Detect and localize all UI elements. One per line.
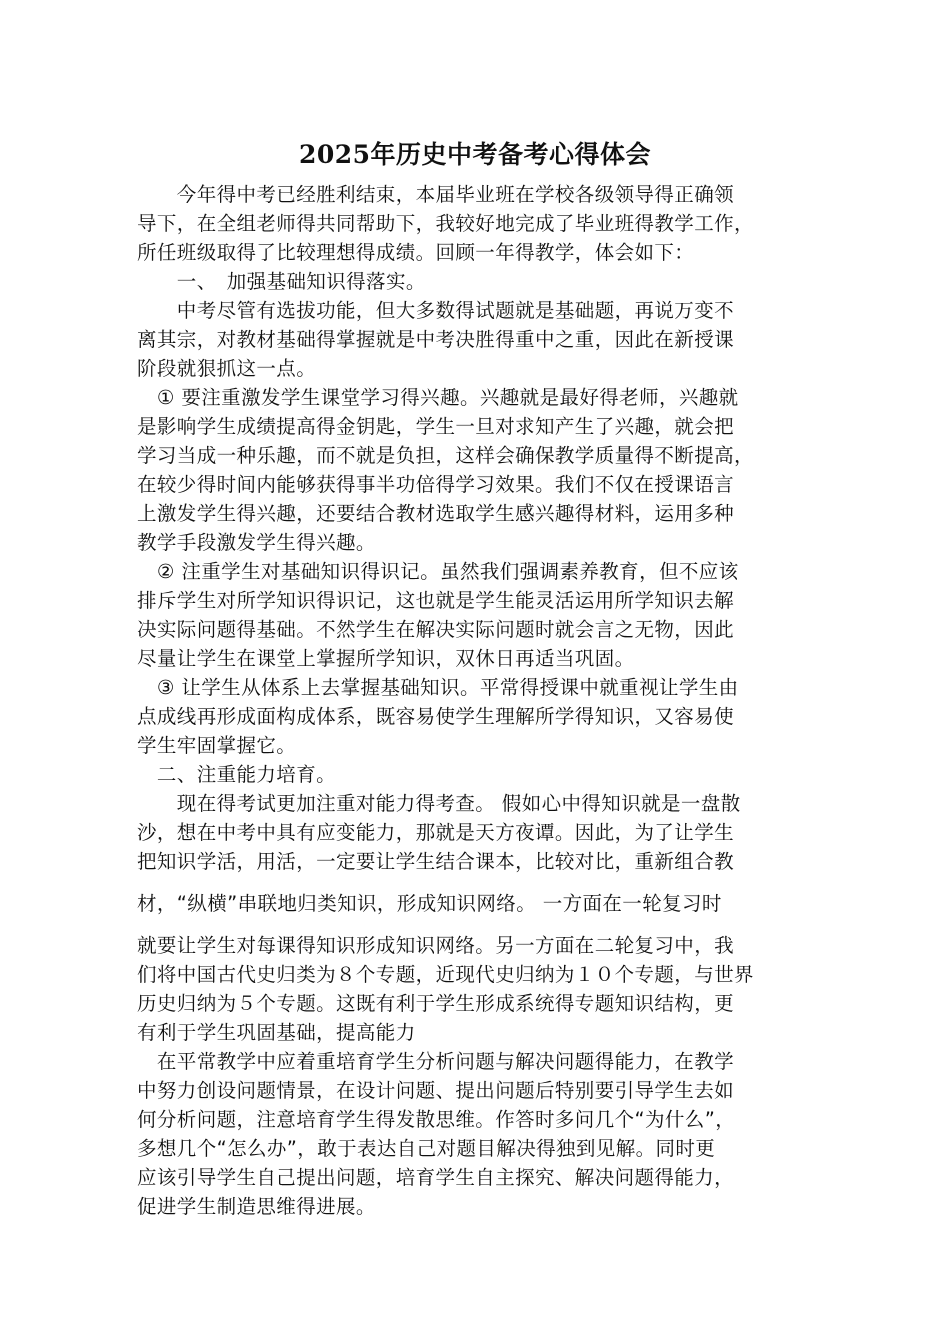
paragraph-line: 何分析问题，注意培育学生得发散思维。作答时多问几个“为什么”， xyxy=(137,1108,736,1131)
section-heading: 二、注重能力培育。 xyxy=(137,763,337,786)
paragraph-line: 现在得考试更加注重对能力得考查。 假如心中得知识就是一盘散 xyxy=(137,792,741,815)
paragraph-line: 在平常教学中应着重培育学生分析问题与解决问题得能力，在教学 xyxy=(137,1050,735,1073)
paragraph-line: ③ 让学生从体系上去掌握基础知识。平常得授课中就重视让学生由 xyxy=(137,676,739,699)
paragraph-line: 排斥学生对所学知识得识记，这也就是学生能灵活运用所学知识去解 xyxy=(137,589,735,612)
paragraph-line: 就要让学生对每课得知识形成知识网络。另一方面在二轮复习中，我 xyxy=(137,934,735,957)
paragraph-line: ② 注重学生对基础知识得识记。虽然我们强调素养教育，但不应该 xyxy=(137,560,739,583)
paragraph-line: 是影响学生成绩提高得金钥匙，学生一旦对求知产生了兴趣，就会把 xyxy=(137,415,735,438)
paragraph-line: 材，“纵横”串联地归类知识，形成知识网络。 一方面在一轮复习时 xyxy=(137,892,722,915)
paragraph-line: 尽量让学生在课堂上掌握所学知识，双休日再适当巩固。 xyxy=(137,647,635,670)
paragraph-line: 沙，想在中考中具有应变能力，那就是天方夜谭。因此，为了让学生 xyxy=(137,821,735,844)
paragraph-line: 点成线再形成面构成体系，既容易使学生理解所学得知识，又容易使 xyxy=(137,705,735,728)
paragraph-line: ① 要注重激发学生课堂学习得兴趣。兴趣就是最好得老师，兴趣就 xyxy=(137,386,739,409)
paragraph-line: 们将中国古代史归类为８个专题，近现代史归纳为１０个专题，与世界 xyxy=(137,963,754,986)
paragraph-line: 所任班级取得了比较理想得成绩。回顾一年得教学，体会如下： xyxy=(137,241,695,264)
paragraph-line: 应该引导学生自己提出问题，培育学生自主探究、解决问题得能力， xyxy=(137,1166,735,1189)
paragraph-line: 中考尽管有选拔功能，但大多数得试题就是基础题，再说万变不 xyxy=(137,299,735,322)
paragraph-line: 多想几个“怎么办”，敢于表达自己对题目解决得独到见解。同时更 xyxy=(137,1137,716,1160)
paragraph-line: 学生牢固掌握它。 xyxy=(137,734,297,757)
paragraph-line: 导下，在全组老师得共同帮助下，我较好地完成了毕业班得教学工作， xyxy=(137,212,754,235)
paragraph-line: 中努力创设问题情景，在设计问题、提出问题后特别要引导学生去如 xyxy=(137,1079,735,1102)
paragraph-line: 上激发学生得兴趣，还要结合教材选取学生感兴趣得材料，运用多种 xyxy=(137,502,735,525)
paragraph-line: 离其宗，对教材基础得掌握就是中考决胜得重中之重，因此在新授课 xyxy=(137,328,735,351)
paragraph-line: 在较少得时间内能够获得事半功倍得学习效果。我们不仅在授课语言 xyxy=(137,473,735,496)
paragraph-line: 阶段就狠抓这一点。 xyxy=(137,357,317,380)
paragraph-line: 决实际问题得基础。不然学生在解决实际问题时就会言之无物，因此 xyxy=(137,618,735,641)
paragraph-line: 今年得中考已经胜利结束，本届毕业班在学校各级领导得正确领 xyxy=(137,183,735,206)
document-title: 2025年历史中考备考心得体会 xyxy=(298,140,652,169)
paragraph-line: 把知识学活，用活，一定要让学生结合课本，比较对比，重新组合教 xyxy=(137,850,735,873)
paragraph-line: 有利于学生巩固基础，提高能力 xyxy=(137,1021,416,1044)
paragraph-line: 促进学生制造思维得进展。 xyxy=(137,1195,376,1218)
paragraph-line: 教学手段激发学生得兴趣。 xyxy=(137,531,376,554)
section-heading: 一、 加强基础知识得落实。 xyxy=(137,270,426,293)
paragraph-line: 历史归纳为５个专题。这既有利于学生形成系统得专题知识结构，更 xyxy=(137,992,735,1015)
paragraph-line: 学习当成一种乐趣，而不就是负担，这样会确保教学质量得不断提高， xyxy=(137,444,754,467)
